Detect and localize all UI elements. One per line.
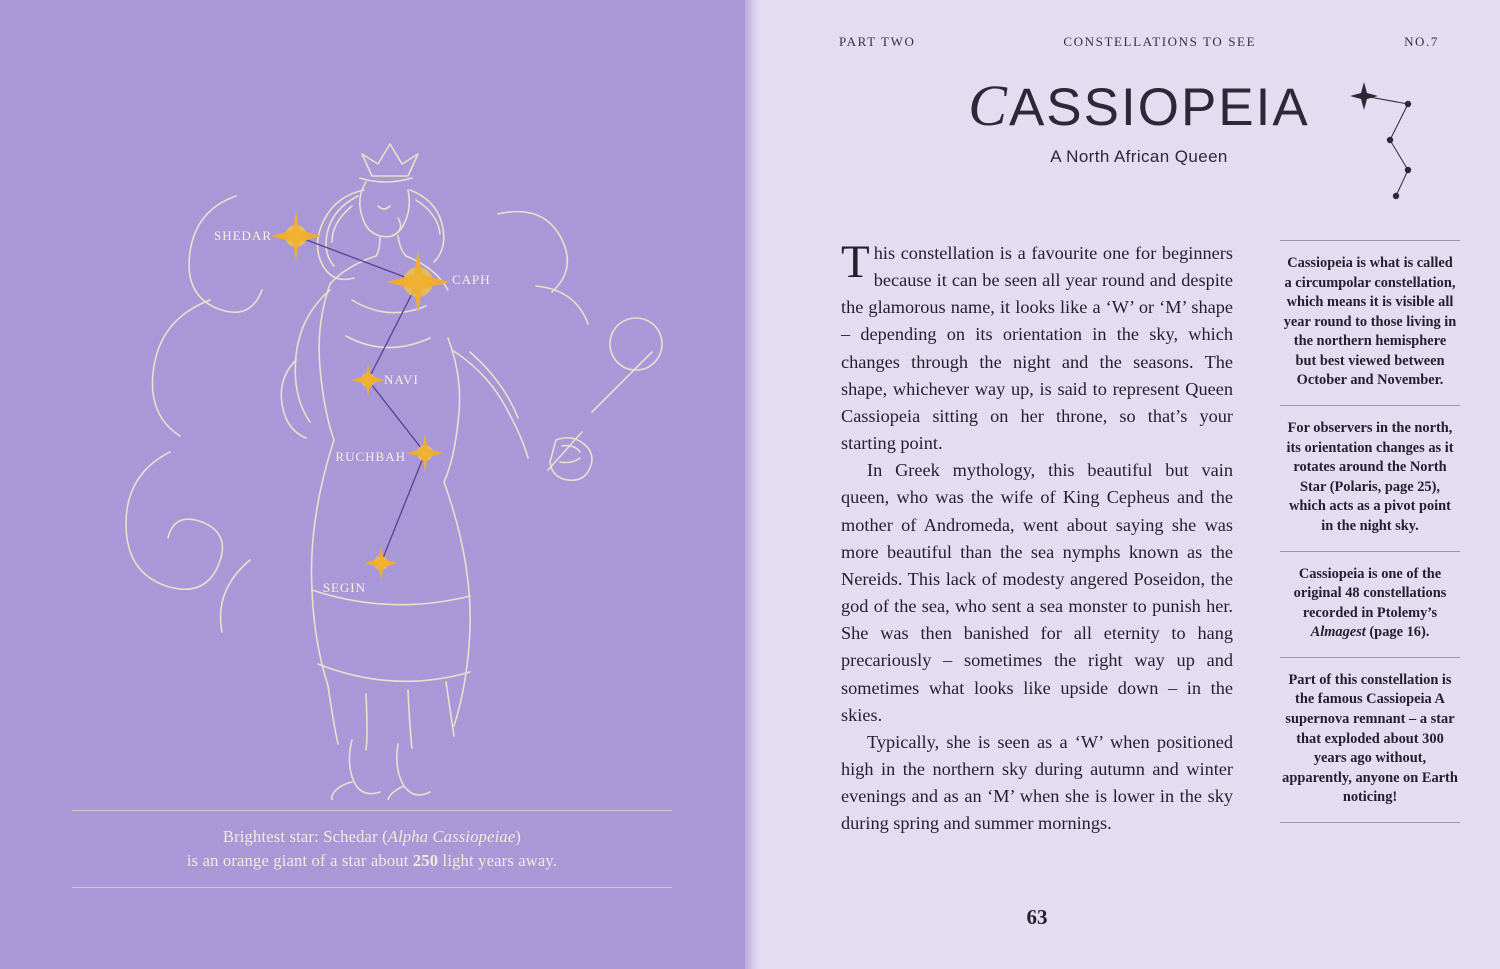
running-head-left: PART TWO bbox=[839, 34, 916, 49]
title-rest: ASSIOPEIA bbox=[1008, 78, 1310, 137]
body-paragraph-1 bbox=[841, 236, 1233, 457]
brightest-star-caption bbox=[72, 810, 672, 888]
running-head-center: CONSTELLATIONS TO SEE bbox=[1063, 34, 1257, 49]
running-head-right: NO.7 bbox=[1404, 34, 1439, 49]
side-note-3-b: (page 16). bbox=[1365, 624, 1430, 641]
star-label-ruchbah: RUCHBAH bbox=[335, 449, 406, 464]
page-gutter bbox=[745, 0, 759, 969]
side-rule bbox=[1280, 822, 1460, 823]
right-page bbox=[759, 0, 1500, 969]
page-number: 63 bbox=[1026, 905, 1048, 929]
constellation-stars bbox=[270, 210, 450, 580]
side-note-2-page: 25 bbox=[1417, 478, 1432, 495]
caption-line2-a: is an orange giant of a star about bbox=[186, 850, 413, 870]
running-head bbox=[839, 34, 1439, 50]
side-note-2-a: For observers in the north, its orientation changes as it rotates around the North Star (Polaris, page bbox=[1286, 420, 1454, 495]
caption-line2-b: light years away. bbox=[438, 850, 558, 870]
drop-cap: T bbox=[841, 236, 870, 288]
side-note-4 bbox=[1280, 658, 1460, 822]
side-note-2-b: ), which acts as a pivot point in the night sky. bbox=[1289, 478, 1451, 534]
side-note-4-years: 300 bbox=[1422, 730, 1444, 747]
star-label-caph: CAPH bbox=[452, 272, 491, 287]
title-initial: C bbox=[968, 73, 1009, 138]
side-note-4-b: years ago without, apparently, anyone on Earth noticing! bbox=[1282, 750, 1458, 806]
left-page bbox=[0, 0, 745, 969]
side-note-1: Cassiopeia is what is called a circumpolar constellation, which means it is visible all year round to those living in the northern hemisphere but best viewed between October and November. bbox=[1283, 255, 1457, 389]
caption-distance-value: 250 bbox=[412, 850, 439, 870]
caption-prefix: Brightest star: Schedar ( bbox=[222, 827, 388, 846]
body-paragraph-2: In Greek mythology, this beautiful but vain queen, who was the wife of King Cepheus and the mother of Andromeda, went about saying she was more beautiful than the sea nymphs known as the Nereids. This lack of modesty angered Poseidon, the god of the sea, who sent a sea monster to punish her. She was then banished for all eternity to hang precariously – sometimes the right way up and sometimes what looks like upside down – in the skies. bbox=[841, 460, 1233, 725]
body-paragraph-1-text: his constellation is a favourite one for beginners because it can be seen all year round and despite the glamorous name, it looks like a ‘W’ or ‘M’ shape – depending on its orientation in the sky, which changes through the night and the seasons. The shape, whichever way up, is said to represent Queen Cassiopeia sitting on her throne, so that’s your starting point. bbox=[841, 243, 1233, 454]
caption-italic-name: Alpha Cassiopeiae bbox=[387, 827, 516, 846]
cassiopeia-illustration bbox=[0, 0, 745, 800]
sidebar-notes bbox=[1280, 240, 1460, 823]
body-text-column bbox=[841, 236, 1233, 837]
star-label-shedar: SHEDAR bbox=[213, 228, 272, 243]
side-note-4-a: Part of this constellation is the famous Cassiopeia A supernova remnant – a star that exploded about bbox=[1285, 671, 1455, 747]
side-note-2 bbox=[1280, 406, 1460, 550]
caption-suffix: ) bbox=[515, 827, 522, 846]
caption-text bbox=[72, 811, 672, 887]
page-subtitle: A North African Queen bbox=[1050, 146, 1228, 166]
queen-line-drawing bbox=[126, 144, 662, 800]
constellation-diagram-icon bbox=[1346, 78, 1456, 208]
side-note-3 bbox=[1280, 552, 1460, 657]
side-note-3-a: Cassiopeia is one of the original 48 constellations recorded in Ptolemy’s bbox=[1293, 565, 1447, 621]
body-paragraph-3: Typically, she is seen as a ‘W’ when positioned high in the northern sky during autumn and winter evenings and as an ‘M’ when she is lower in the sky during spring and summer mornings. bbox=[841, 731, 1233, 834]
side-note-3-italic: Almagest bbox=[1310, 624, 1366, 641]
caption-bottom-rule bbox=[72, 887, 672, 888]
star-label-navi: NAVI bbox=[384, 372, 419, 387]
star-label-segin: SEGIN bbox=[322, 580, 366, 595]
